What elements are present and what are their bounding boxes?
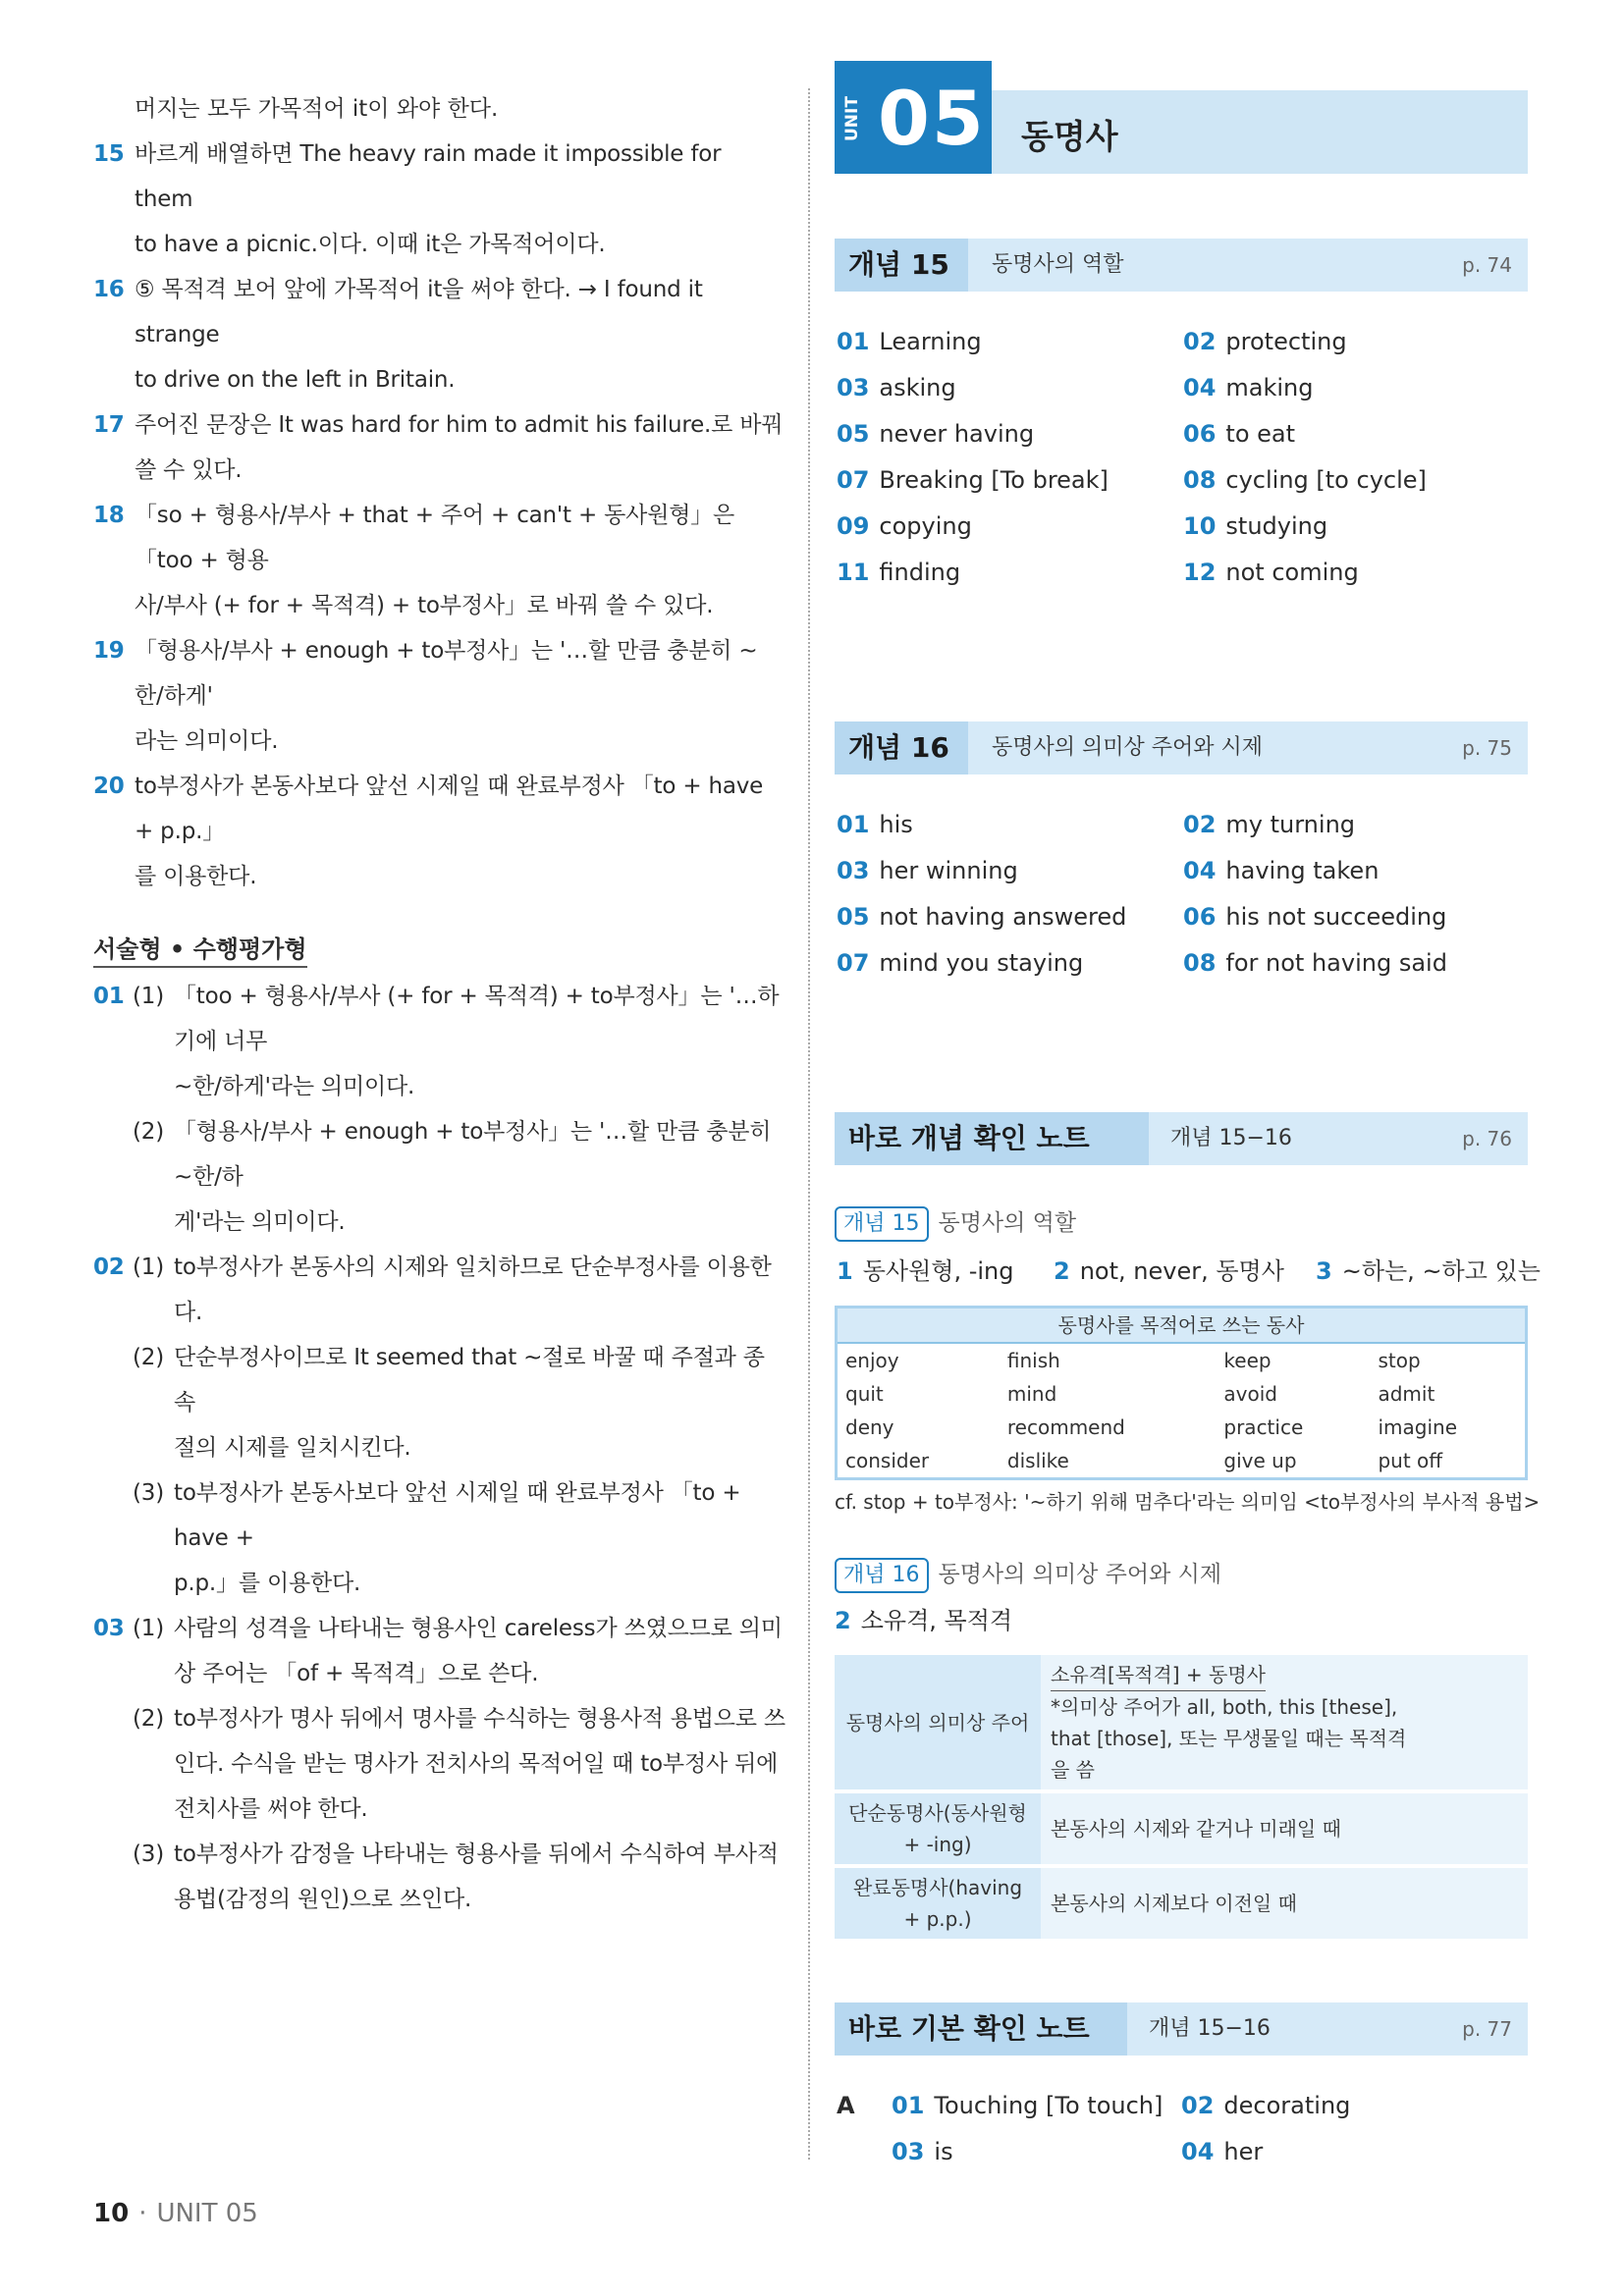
table-cell: mind (1006, 1382, 1057, 1406)
page-footer (93, 2199, 258, 2228)
essay-item: 03 (1) 사람의 성격을 나타내는 형용사인 careless가 쓰였으므로 의미 상 주어는 「of + 목적격」으로 쓴다. (93, 1616, 783, 1686)
answer-number: 08 (1183, 466, 1217, 494)
row-value-line: 소유격[목적격] + 동명사 (1051, 1659, 1266, 1691)
table-row (837, 1444, 1527, 1479)
answer-item: 16 ⑤ 목적격 보어 앞에 가목적어 it을 써야 한다. → I found it strange to drive on the left in Britain. (93, 277, 703, 393)
answer-item (1316, 1256, 1541, 1286)
answer-item (892, 2137, 953, 2166)
table-row (837, 1377, 1527, 1411)
answer-item (1183, 465, 1427, 495)
answer-number: 01 (837, 811, 870, 838)
table-row (835, 1868, 1528, 1939)
essay-item: (2) to부정사가 명사 뒤에서 명사를 수식하는 형용사적 용법으로 쓰 인다. 수식을 받는 명사가 전치사의 목적어일 때 to부정사 뒤에 전치사를 써야 한다. (133, 1706, 785, 1822)
concept-note-bar (835, 1112, 1528, 1165)
table-cell: stop (1378, 1349, 1421, 1372)
row-value-line: 본동사의 시제보다 이전일 때 (1051, 1892, 1297, 1915)
table-cell: dislike (1006, 1449, 1069, 1472)
answer-text: his (879, 811, 913, 838)
concept-note-label: 바로 개념 확인 노트 (835, 1112, 1149, 1165)
table-cell: deny (845, 1415, 894, 1439)
unit-label: UNIT (842, 96, 862, 141)
column-divider (808, 88, 810, 2160)
answer-item (1183, 511, 1327, 541)
answer-number: 10 (1183, 512, 1217, 540)
answer-item (1183, 810, 1355, 839)
concept-16-note-title: 동명사의 의미상 주어와 시제 (938, 1562, 1222, 1587)
answer-text: never having (879, 420, 1035, 448)
basic-note-label: 바로 기본 확인 노트 (835, 2002, 1127, 2056)
table-header: 동명사를 목적어로 쓰는 동사 (837, 1308, 1527, 1344)
answer-text: is (934, 2138, 953, 2165)
note-concept-16-heading (835, 1556, 1221, 1593)
left-column (93, 86, 785, 1922)
answer-item: 18 「so + 형용사/부사 + that + 주어 + can't + 동사원형」은 「too + 형용 사/부사 (+ for + 목적격) + to부정사」로 바꿔 쓸 수 있다. (93, 503, 735, 618)
essay-item: 02 (1) to부정사가 본동사의 시제와 일치하므로 단순부정사를 이용한다. (93, 1255, 772, 1325)
table-cell: give up (1223, 1449, 1297, 1472)
answer-item: 15 바르게 배열하면 The heavy rain made it impossible for them to have a picnic.이다. 이때 it은 가목적어이다. (93, 141, 722, 257)
concept-16-bar (835, 721, 1528, 774)
answer-text: making (1225, 374, 1314, 401)
concept-16-tag: 개념 16 (835, 1558, 929, 1593)
row-label: 단순동명사(동사원형 + -ing) (835, 1793, 1041, 1864)
row-label: 완료동명사(having + p.p.) (835, 1868, 1041, 1939)
basic-note-page: p. 77 (1462, 2017, 1512, 2041)
concept-16-title: 동명사의 의미상 주어와 시제 (992, 735, 1264, 760)
answer-number: 06 (1183, 420, 1217, 448)
table-row (837, 1343, 1527, 1377)
table-cell: finish (1006, 1349, 1060, 1372)
answer-item: 17 주어진 문장은 It was hard for him to admit his failure.로 바꿔 쓸 수 있다. (93, 412, 784, 483)
unit-badge (835, 61, 992, 174)
answer-item: 2 소유격, 목적격 (835, 1607, 1013, 1634)
section-a-label: A (837, 2092, 855, 2119)
answer-number: 1 (837, 1257, 853, 1285)
answer-item (1181, 2137, 1263, 2166)
section-title-essay: 서술형 • 수행평가형 (93, 933, 307, 968)
answer-item (837, 373, 956, 402)
concept-15-title: 동명사의 역할 (992, 252, 1124, 277)
row-label: 동명사의 의미상 주어 (835, 1655, 1041, 1789)
answer-item: 20 to부정사가 본동사보다 앞선 시제일 때 완료부정사 「to + have + p.p.」 를 이용한다. (93, 774, 764, 889)
essay-item: (2) 단순부정사이므로 It seemed that ~절로 바꿀 때 주절과 종속 절의 시제를 일치시킨다. (133, 1345, 765, 1461)
answer-number: 02 (1181, 2092, 1215, 2119)
essay-item: (2) 「형용사/부사 + enough + to부정사」는 '…할 만큼 충분히 ~한/하 게'라는 의미이다. (133, 1119, 772, 1235)
answer-text: my turning (1225, 811, 1356, 838)
answer-number: 09 (837, 512, 870, 540)
answer-item (837, 1256, 1013, 1286)
answer-text: Touching [To touch] (934, 2092, 1164, 2119)
table-cell: quit (845, 1382, 884, 1406)
page-number: 10 (93, 2199, 130, 2228)
answer-text: not coming (1225, 559, 1359, 586)
answer-text: not having answered (879, 903, 1127, 931)
table-cell: practice (1223, 1415, 1304, 1439)
note-concept-15-heading (835, 1204, 1076, 1242)
answer-text: ~하는, ~하고 있는 (1341, 1257, 1541, 1285)
answer-text: Learning (879, 328, 982, 355)
answer-text: 동사원형, -ing (862, 1257, 1014, 1285)
table-cell: imagine (1378, 1415, 1458, 1439)
answer-number: 07 (837, 949, 870, 977)
answer-item (837, 810, 913, 839)
answer-item (892, 2091, 1163, 2120)
table-cell: admit (1378, 1382, 1435, 1406)
unit-header (835, 61, 1528, 174)
answer-number: 01 (892, 2092, 925, 2119)
footer-separator: · (138, 2199, 147, 2228)
table-cell: recommend (1006, 1415, 1125, 1439)
row-value (1041, 1793, 1528, 1864)
answer-number: 01 (837, 328, 870, 355)
essay-item: 01 (1) 「too + 형용사/부사 (+ for + 목적격) + to부정사」는 '…하기에 너무 ~한/하게'라는 의미이다. (93, 984, 780, 1099)
concept-note-page: p. 76 (1462, 1127, 1512, 1150)
answer-number: 05 (837, 903, 870, 931)
basic-note-range: 개념 15−16 (1149, 2016, 1271, 2041)
concept-16-page: p. 75 (1462, 736, 1512, 760)
answer-number: 04 (1183, 374, 1217, 401)
answer-item (1054, 1256, 1284, 1286)
answer-text: finding (879, 559, 961, 586)
table-cell: consider (845, 1449, 930, 1472)
answer-item (837, 902, 1126, 932)
concept-15-bar (835, 239, 1528, 292)
answer-number: 12 (1183, 559, 1217, 586)
footer-unit: UNIT 05 (156, 2199, 258, 2228)
essay-item: (3) to부정사가 본동사보다 앞선 시제일 때 완료부정사 「to + have + p.p.」를 이용한다. (133, 1480, 741, 1596)
table-cell: avoid (1223, 1382, 1277, 1406)
answer-text: his not succeeding (1225, 903, 1447, 931)
answer-text: for not having said (1225, 949, 1447, 977)
answer-number: 04 (1181, 2138, 1215, 2165)
answer-text: having taken (1225, 857, 1380, 884)
row-value (1041, 1868, 1528, 1939)
answer-item (837, 558, 960, 587)
concept-15-page: p. 74 (1462, 253, 1512, 277)
answer-number: 06 (1183, 903, 1217, 931)
essay-item: (3) to부정사가 감정을 나타내는 형용사를 뒤에서 수식하여 부사적 용법(감정의 원인)으로 쓰인다. (133, 1842, 779, 1912)
answer-number: 03 (892, 2138, 925, 2165)
answer-number: 05 (837, 420, 870, 448)
answer-item (837, 856, 1018, 885)
answer-number: 07 (837, 466, 870, 494)
answer-text: decorating (1223, 2092, 1351, 2119)
answer-number: 08 (1183, 949, 1217, 977)
answer-item: 19 「형용사/부사 + enough + to부정사」는 '…할 만큼 충분히 ~한/하게' 라는 의미이다. (93, 638, 758, 754)
answer-item (837, 511, 972, 541)
answer-text: not, never, 동명사 (1079, 1257, 1284, 1285)
answer-item (837, 465, 1109, 495)
answer-text: mind you staying (879, 949, 1084, 977)
answer-number: 03 (837, 374, 870, 401)
row-value-line: 을 씀 (1051, 1758, 1095, 1782)
concept-note-range: 개념 15−16 (1170, 1126, 1292, 1150)
answer-item (1183, 327, 1347, 356)
answer-item (837, 948, 1083, 978)
answer-item (837, 327, 982, 356)
table-cell: keep (1223, 1349, 1272, 1372)
unit-number: 05 (878, 75, 986, 162)
table-row (835, 1793, 1528, 1864)
answer-number: 04 (1183, 857, 1217, 884)
answer-number: 03 (837, 857, 870, 884)
concept-16-label: 개념 16 (835, 721, 968, 774)
answer-item (1183, 373, 1314, 402)
answer-text: Breaking [To break] (879, 466, 1109, 494)
answer-item (837, 419, 1034, 449)
answer-number: 2 (1054, 1257, 1070, 1285)
gerund-subject-tense-table (835, 1651, 1528, 1943)
answer-text: her winning (879, 857, 1018, 884)
gerund-verbs-table (835, 1306, 1528, 1480)
row-value-line: *의미상 주어가 all, both, this [these], (1051, 1695, 1398, 1719)
answer-item (1183, 419, 1295, 449)
answer-text: asking (879, 374, 956, 401)
answer-text: protecting (1225, 328, 1347, 355)
row-value-line: that [those], 또는 무생물일 때는 목적격 (1051, 1727, 1407, 1750)
answer-text: her (1223, 2138, 1264, 2165)
continuation-line: 머지는 모두 가목적어 it이 와야 한다. (135, 96, 499, 122)
basic-note-bar (835, 2002, 1528, 2056)
answer-number: 11 (837, 559, 870, 586)
answer-item (1183, 948, 1447, 978)
answer-text: copying (879, 512, 972, 540)
table-cell: put off (1378, 1449, 1443, 1472)
concept-15-tag: 개념 15 (835, 1206, 929, 1242)
answer-number: 02 (1183, 811, 1217, 838)
answer-number: 3 (1316, 1257, 1332, 1285)
cf-note: cf. stop + to부정사: '~하기 위해 멈추다'라는 의미임 <to부정사의 부사적 용법> (835, 1490, 1541, 1514)
row-value (1041, 1655, 1528, 1789)
answer-item (1181, 2091, 1350, 2120)
answer-text: to eat (1225, 420, 1296, 448)
answer-number: 02 (1183, 328, 1217, 355)
concept-15-label: 개념 15 (835, 239, 968, 292)
unit-title-bar (992, 90, 1528, 174)
row-value-line: 본동사의 시제와 같거나 미래일 때 (1051, 1817, 1341, 1841)
table-cell: enjoy (845, 1349, 899, 1372)
concept-15-note-title: 동명사의 역할 (938, 1210, 1077, 1236)
table-row (837, 1411, 1527, 1444)
answer-text: cycling [to cycle] (1225, 466, 1427, 494)
table-row (835, 1655, 1528, 1789)
answer-item (1183, 558, 1359, 587)
answer-item (1183, 856, 1379, 885)
answer-text: studying (1225, 512, 1328, 540)
unit-title: 동명사 (1021, 118, 1118, 157)
answer-item (1183, 902, 1446, 932)
